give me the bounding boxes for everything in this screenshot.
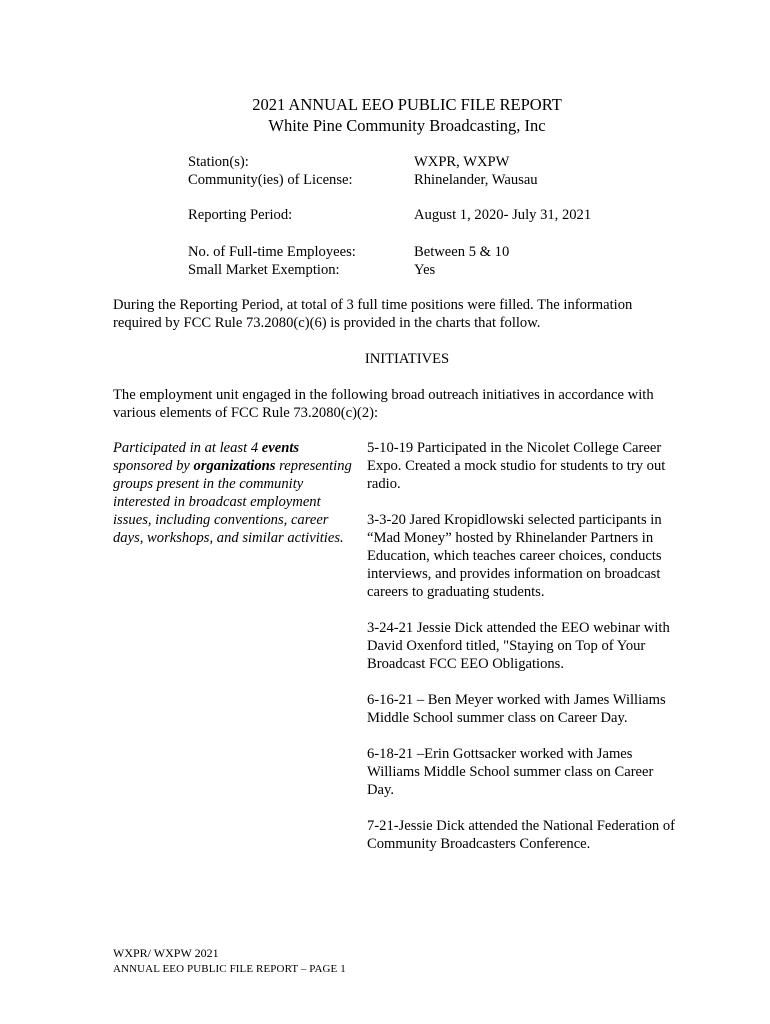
report-title-block	[0, 94, 770, 136]
footer-page-label: ANNUAL EEO PUBLIC FILE REPORT – PAGE 1	[113, 963, 346, 975]
organization-name: White Pine Community Broadcasting, Inc	[268, 116, 546, 135]
outreach-line: The employment unit engaged in the following broad outreach initiatives in accordance with	[113, 387, 654, 403]
page-footer	[113, 945, 346, 977]
initiative-entry: 6-16-21 – Ben Meyer worked with James Williams Middle School summer class on Career Day.	[367, 692, 666, 726]
report-title: 2021 ANNUAL EEO PUBLIC FILE REPORT	[252, 95, 562, 114]
employee-info	[188, 243, 668, 279]
info-value: Rhinelander, Wausau	[414, 172, 538, 188]
info-value: August 1, 2020- July 31, 2021	[414, 207, 592, 223]
initiative-entry: 6-18-21 –Erin Gottsacker worked with James Williams Middle School summer class on Career Day.	[367, 746, 654, 798]
info-label: Community(ies) of License:	[188, 172, 353, 188]
info-value: Between 5 & 10	[414, 244, 510, 260]
intro-line: required by FCC Rule 73.2080(c)(6) is provided in the charts that follow.	[113, 315, 541, 331]
info-row-exemption	[188, 261, 668, 279]
info-value: Yes	[414, 262, 436, 278]
info-label: Station(s):	[188, 154, 249, 170]
info-row-reporting-period	[188, 206, 668, 224]
initiative-entry: 7-21-Jessie Dick attended the National Federation of Community Broadcasters Conference.	[367, 818, 675, 852]
info-label: No. of Full-time Employees:	[188, 244, 356, 260]
outreach-paragraph	[113, 386, 673, 422]
outreach-line: various elements of FCC Rule 73.2080(c)(2):	[113, 405, 379, 421]
info-label: Small Market Exemption:	[188, 262, 340, 278]
initiative-entry: 3-3-20 Jared Kropidlowski selected participants in “Mad Money” hosted by Rhinelander Partners in Education, which teaches career choices, conducts interviews, and provides information on broadcast careers to graduating students.	[367, 512, 662, 600]
station-info	[188, 153, 668, 189]
category-emphasis: organizations	[193, 458, 276, 474]
category-text: representing groups present in the community interested in broadcast employment issues, including conventions, career days, workshops, and similar activities.	[113, 458, 352, 546]
info-value: WXPR, WXPW	[414, 154, 510, 170]
category-emphasis: events	[261, 440, 300, 456]
intro-paragraph	[113, 296, 673, 332]
info-row-community	[188, 171, 668, 189]
info-row-employees	[188, 243, 668, 261]
initiative-entries	[367, 439, 677, 871]
initiatives-heading: INITIATIVES	[364, 351, 450, 367]
intro-line: During the Reporting Period, at total of 3 full time positions were filled. The information	[113, 297, 633, 313]
category-text: sponsored by	[113, 458, 194, 474]
info-row-stations	[188, 153, 668, 171]
category-text: Participated in at least 4	[113, 440, 262, 456]
reporting-info	[188, 206, 668, 224]
info-label: Reporting Period:	[188, 207, 293, 223]
initiative-entry: 5-10-19 Participated in the Nicolet College Career Expo. Created a mock studio for students to try out radio.	[367, 440, 666, 492]
initiative-entry: 3-24-21 Jessie Dick attended the EEO webinar with David Oxenford titled, "Staying on Top of Your Broadcast FCC EEO Obligations.	[367, 620, 670, 672]
initiative-category	[113, 439, 353, 547]
footer-station: WXPR/ WXPW 2021	[113, 946, 219, 960]
